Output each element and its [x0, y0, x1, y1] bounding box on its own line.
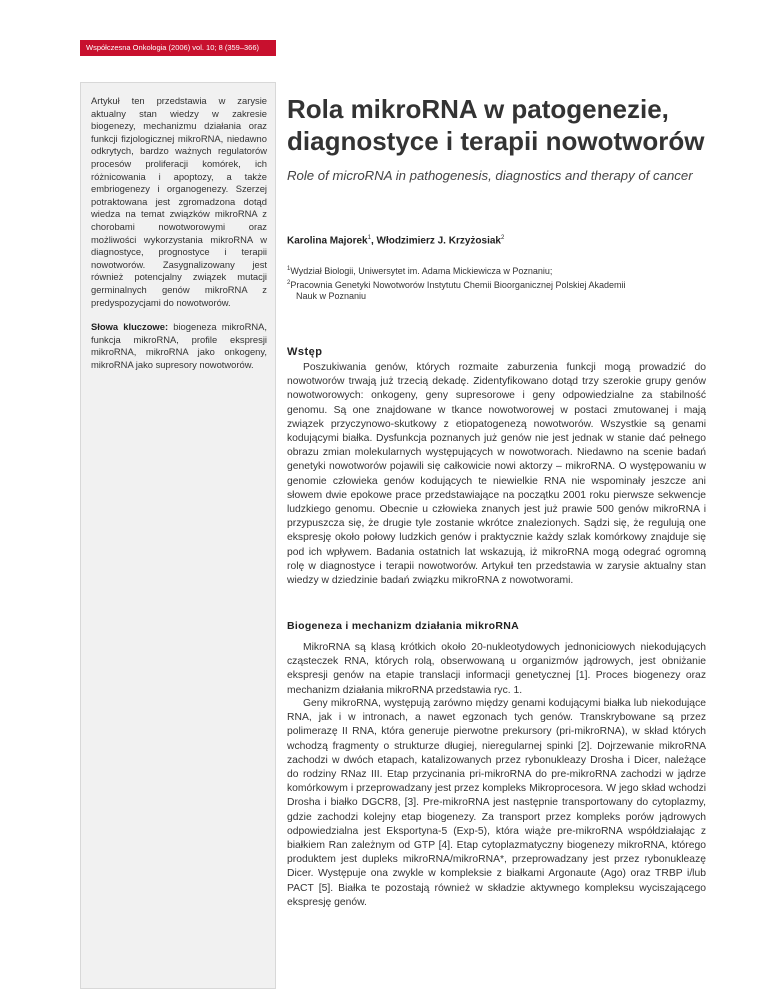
affiliation-line: Nauk w Poznaniu: [296, 291, 367, 302]
affiliation-text: Pracownia Genetyki Nowotworów Instytutu Chemii Bioorganicznej Polskiej Akademii: [290, 279, 626, 290]
affiliation-number: 1: [287, 266, 291, 272]
body-paragraph: Geny mikroRNA, występują zarówno między genami kodującymi białka lub niekodujące RNA, jak i w intronach, a nawet egzonach tych genów. Transkrybowane są przez polimerazę II RNA, która generuje pierwotne prekursory (pri-mikroRNA), w skład których wchodzą fragmenty o strukturze długiej, nieregularnej spinki [2]. Dojrzewanie mikroRNA zachodzi w dwóch etapach, katalizowanych przez rybonukleazy Drosha i Dicer, należące do rodziny RNaz III. Etap przycinania pri-mikroRNA do pre-mikroRNA zachodzi w jądrze komórkowym i przeprowadzany jest przez kompleks Mikroprocesora. W jego skład wchodzi Drosha i białko DGCR8, [3]. Pre-mikroRNA jest następnie transportowany do cytoplazmy, gdzie zachodzi kolejny etap biogenezy. Za transport przez kompleks porów jądrowych odpowiedzialna jest Eksportyna-5 (Exp-5), która wiąże pre-mikroRNA współdziałając z białkiem Ran zależnym od GTP [4]. Etap cytoplazmatyczny biogenezy mikroRNA, którego produktem jest dupleks mikroRNA/mikroRNA*, przeprowadzany jest przez rybonukleazę Dicer. Występuje ona zwykle w kompleksie z białkami Argonaute (Ago) oraz TRBP i/lub PACT [5]. Białka te pozostają również w składzie aktywnego kompleksu wyciszającego ekspresję genów.: [287, 698, 706, 908]
article-subtitle-english: Role of microRNA in pathogenesis, diagnostics and therapy of cancer: [287, 168, 693, 183]
abstract-sidebar: [80, 82, 276, 989]
author-affiliation-mark: 2: [500, 235, 505, 241]
affiliation-text: Wydział Biologii, Uniwersytet im. Adama Mickiewicza w Poznaniu;: [290, 266, 553, 276]
body-paragraph: MikroRNA są klasą krótkich około 20-nukleotydowych jednoniciowych niekodujących cząsteczek RNA, których rolą, obserwowaną u organizmów jądrowych, jest obniżanie ekspresji genów na etapie translacji informacji genetycznej [1]. Proces biogenezy oraz mechanizm działania mikroRNA przedstawia ryc. 1.: [287, 642, 706, 696]
keywords: [91, 321, 267, 371]
affiliation-number: 2: [287, 279, 291, 286]
article-title: Rola mikroRNA w patogenezie, diagnostyce i terapii nowotworów: [287, 94, 705, 156]
author-name: Karolina Majorek: [287, 235, 368, 247]
affiliation-line: [287, 264, 687, 278]
affiliations: [287, 264, 687, 303]
affiliation-line: [287, 278, 687, 292]
section-heading-biogenesis: Biogeneza i mechanizm działania mikroRNA: [287, 620, 519, 632]
section-heading-introduction: Wstęp: [287, 346, 323, 358]
author-name: Włodzimierz J. Krzyżosiak: [376, 235, 501, 247]
author-separator: ,: [370, 235, 377, 247]
author-list: [287, 235, 707, 246]
abstract-text: Artykuł ten przedstawia w zarysie aktualny stan wiedzy w zakresie biogenezy, mechanizmu działania oraz funkcji fizjologicznej mikroRNA, niedawno odkrytych, bardzo ważnych regulatorów procesów proliferacji komórek, ich różnicowania i apoptozy, a także embriogenezy i organogenezy. Szerzej potraktowana jest zgromadzona dotąd wiedza na temat związków mikroRNA z chorobami nowotworowymi oraz możliwości wykorzystania mikroRNA w diagnostyce, prognostyce i terapii nowotworów. Zasygnalizowany jest również potencjalny związek mutacji germinalnych genów mikroRNA z predyspozycjami do nowotworów.: [91, 95, 267, 308]
journal-citation-banner: Współczesna Onkologia (2006) vol. 10; 8 (359–366): [80, 40, 276, 56]
author-affiliation-mark: 1: [367, 235, 371, 241]
keywords-list: biogeneza mikroRNA, funkcja mikroRNA, profile ekspresji mikroRNA, mikroRNA jako onkogeny, mikroRNA jako supresory nowotworów.: [91, 321, 268, 370]
body-paragraph: Poszukiwania genów, których rozmaite zaburzenia funkcji mogą prowadzić do nowotworów trwają już trzecią dekadę. Zidentyfikowano dotąd trzy szerokie grupy genów nowotworowych: onkogeny, geny supresorowe i geny odpowiedzialne za stabilność genomu. Są one znajdowane w tkance nowotworowej w postaci zmutowanej i mają związek przyczynowo-skutkowy z etiopatogenezą nowotworów. Wszystkie są genami kodującymi białka. Dysfunkcja poznanych już genów nie jest jednak w stanie dać pełnego obrazu zmian molekularnych występujących w nowotworach. Niedawno na scenie badań genetyki nowotworów pojawili się całkowicie nowi aktorzy – mikroRNA. O występowaniu w genomie człowieka genów kodujących te niewielkie RNA nie wspominały jeszcze ani słowem dwie epokowe prace przedstawiające na początku 2001 roku pierwsze sekwencje ludzkiego genomu. Obecnie u człowieka znanych jest już prawie 500 genów mikroRNA i przypuszcza się, że drugie tyle zostanie wkrótce znalezionych. Sądzi się, że regulują one ekspresję około połowy ludzkich genów i praktycznie każdy szlak komórkowy znajduje się pod ich wpływem. Badania ostatnich lat wskazują, iż mikroRNA mogą odegrać ogromną rolę w diagnostyce i terapii nowotworów. Artykuł ten przedstawia w zarysie aktualny stan wiedzy w dziedzinie badań związku mikroRNA z nowotworami.: [287, 362, 706, 587]
keywords-label: Słowa kluczowe:: [91, 321, 169, 333]
